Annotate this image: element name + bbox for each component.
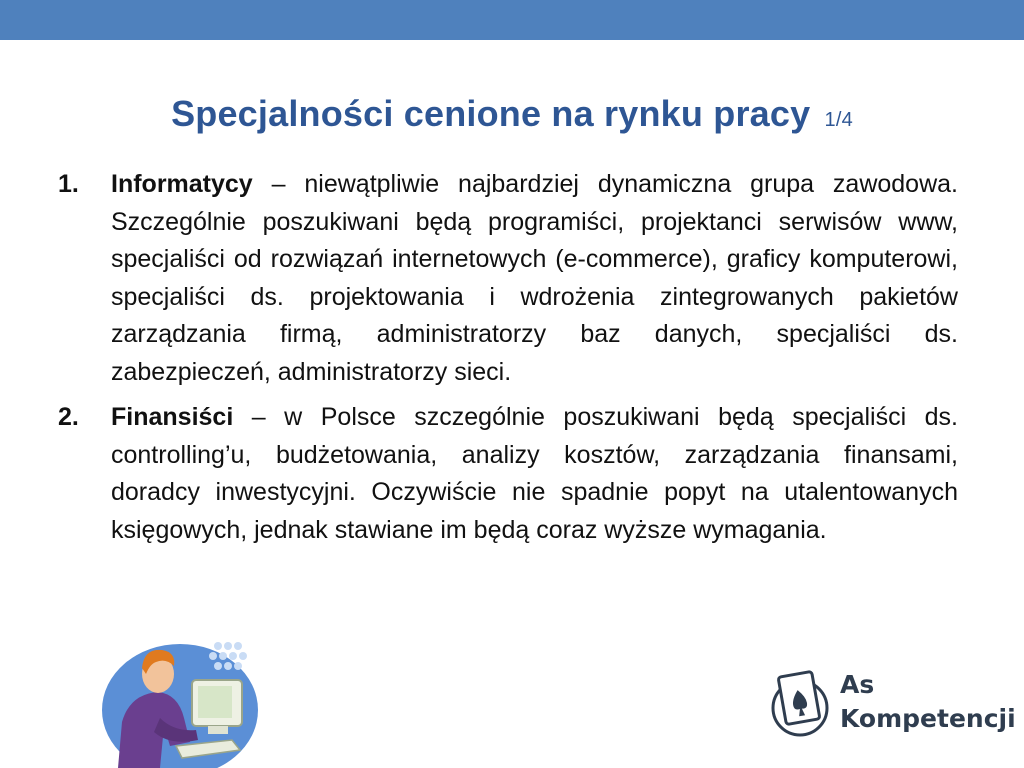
top-accent-bar xyxy=(0,0,1024,40)
person-at-computer-icon xyxy=(100,622,260,768)
list-item-number: 1. xyxy=(58,170,79,198)
list-item-keyword: Finansiści xyxy=(111,403,234,431)
logo-text-line1: As xyxy=(840,670,875,699)
list-item xyxy=(58,166,958,391)
bullet-list xyxy=(58,166,958,549)
slide-pager: 1/4 xyxy=(824,109,853,131)
list-item-number: 2. xyxy=(58,403,79,431)
slide-title-text: Specjalności cenione na rynku pracy xyxy=(171,93,811,134)
list-item xyxy=(58,399,958,549)
as-kompetencji-logo xyxy=(768,664,1016,754)
spade-card-icon xyxy=(768,664,832,744)
logo-text-line2: Kompetencji xyxy=(840,704,1016,733)
slide-title xyxy=(0,93,1024,135)
list-item-keyword: Informatycy xyxy=(111,170,253,198)
list-item-text: – niewątpliwie najbardziej dynamiczna grupa zawodowa. Szczególnie poszukiwani będą programiści, projektanci serwisów www, specjaliści od rozwiązań internetowych (e-commerce), graficy komputerowi, specjaliści ds. projektowania i wdrożenia zintegrowanych pakietów zarządzania firmą, administratorzy baz danych, specjaliści ds. zabezpieczeń, administratorzy sieci. xyxy=(111,170,958,386)
list-item-text: – w Polsce szczególnie poszukiwani będą specjaliści ds. controlling’u, budżetowania, analizy kosztów, zarządzania finansami, doradcy inwestycyjni. Oczywiście nie spadnie popyt na utalentowanych księgowych, jednak stawiane im będą coraz wyższe wymagania. xyxy=(111,403,958,544)
